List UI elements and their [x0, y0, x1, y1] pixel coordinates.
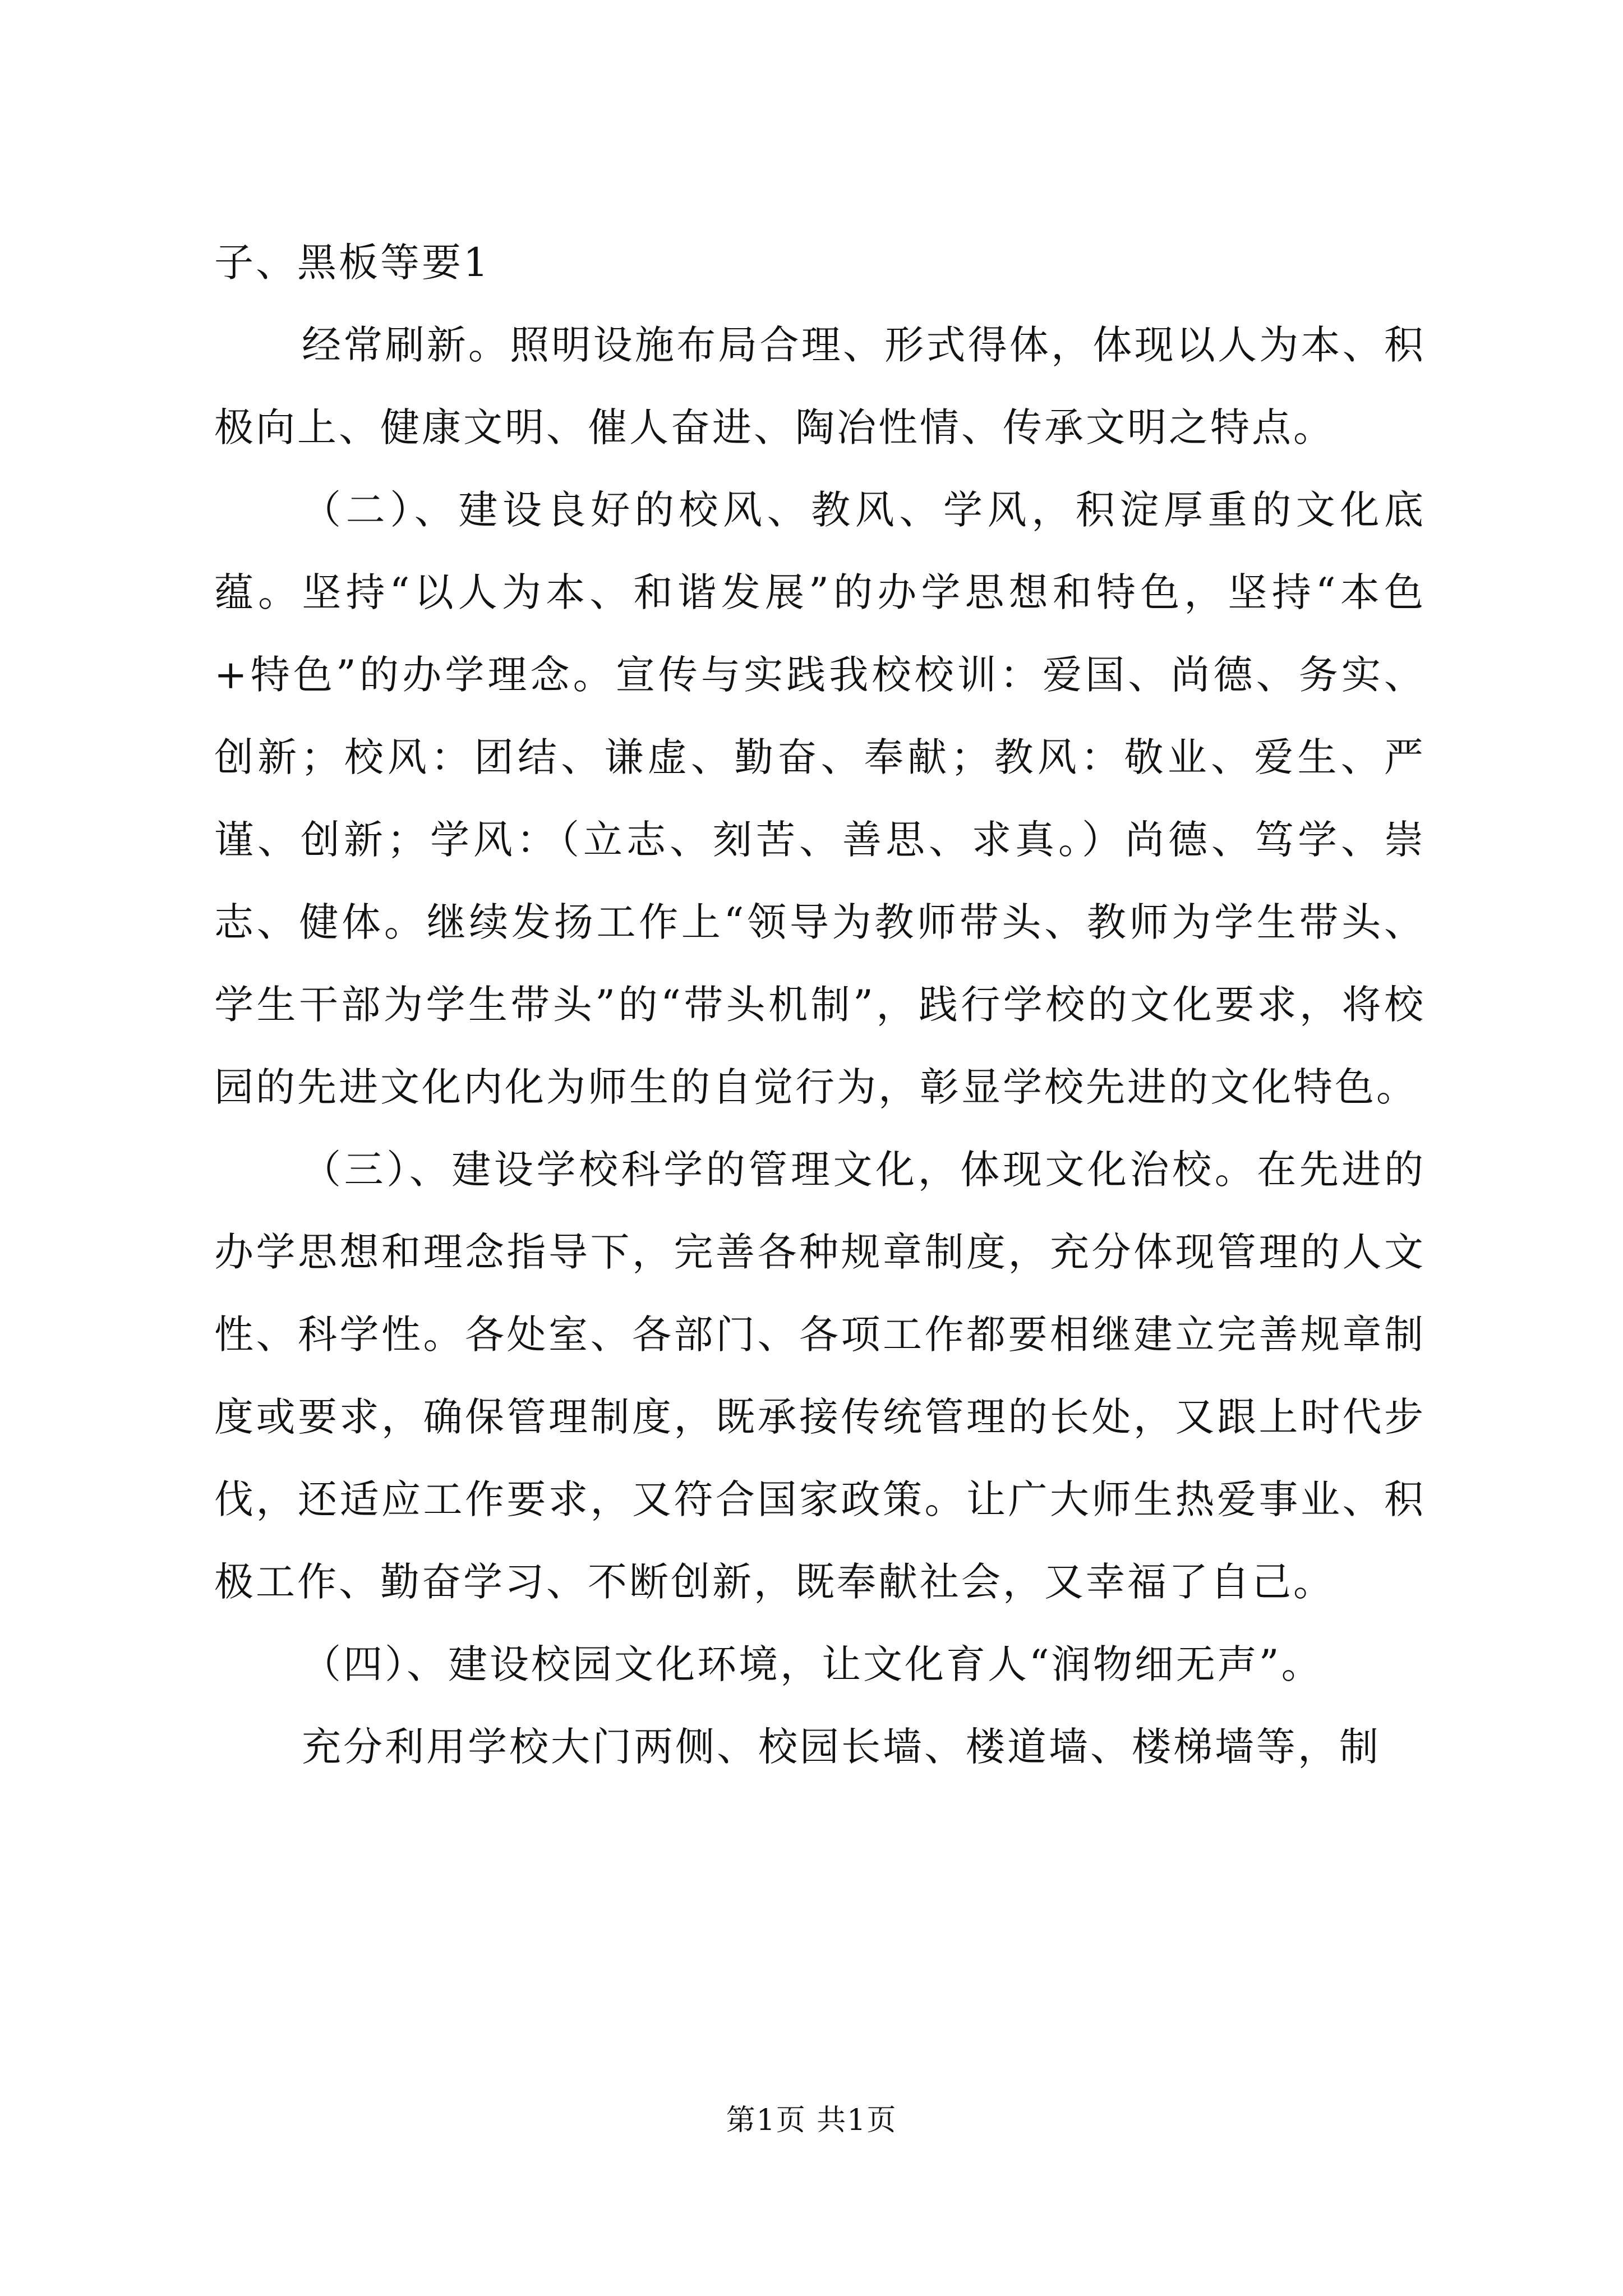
- page-footer: 第1页 共1页: [726, 2104, 897, 2137]
- document-body: [214, 222, 1426, 1788]
- paragraph-continuation: 子、黑板等要1: [214, 240, 491, 286]
- paragraph-walls: 充分利用学校大门两侧、校园长墙、楼道墙、楼梯墙等，制: [302, 1724, 1381, 1770]
- paragraph-section-three: （三）、建设学校科学的管理文化，体现文化治校。在先进的办学思想和理念指导下，完善各种规章制度，充分体现管理的人文性、科学性。各处室、各部门、各项工作都要相继建立完善规章制度或要求，确保管理制度，既承接传统管理的长处，又跟上时代步伐，还适应工作要求，又符合国家政策。让广大师生热爱事业、积极工作、勤奋学习、不断创新，既奉献社会，又幸福了自己。: [214, 1147, 1426, 1605]
- paragraph-section-two: （二）、建设良好的校风、教风、学风，积淀厚重的文化底蕴。坚持“以人为本、和谐发展”的办学思想和特色，坚持“本色+特色”的办学理念。宣传与实践我校校训：爱国、尚德、务实、创新；校风：团结、谦虚、勤奋、奉献；教风：敬业、爱生、严谨、创新；学风：（立志、刻苦、善思、求真。）尚德、笃学、崇志、健体。继续发扬工作上“领导为教师带头、教师为学生带头、学生干部为学生带头”的“带头机制”，践行学校的文化要求，将校园的先进文化内化为师生的自觉行为，彰显学校先进的文化特色。: [214, 487, 1426, 1110]
- paragraph-lighting: 经常刷新。照明设施布局合理、形式得体，体现以人为本、积极向上、健康文明、催人奋进、陶冶性情、传承文明之特点。: [214, 322, 1426, 450]
- paragraph-section-four: （四）、建设校园文化环境，让文化育人“润物细无声”。: [302, 1641, 1323, 1687]
